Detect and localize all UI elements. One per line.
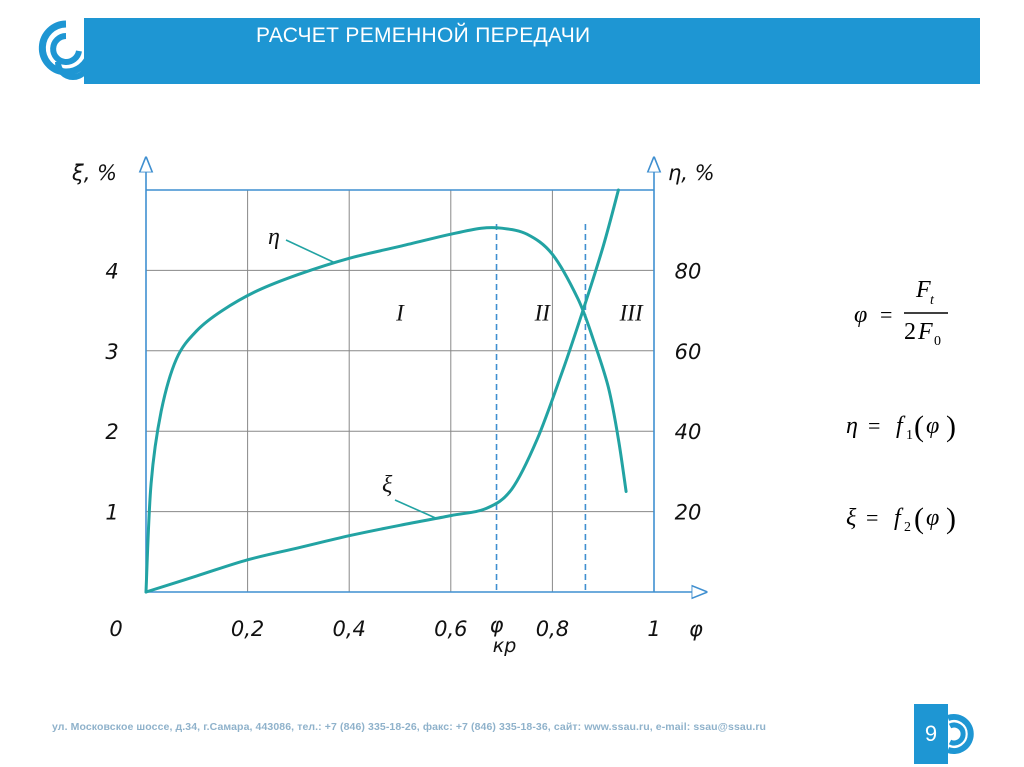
y-left-tick-label: 1 (105, 500, 119, 525)
formula-numerator-sub: t (930, 293, 934, 308)
footer-logo (944, 704, 984, 764)
formula-func-sub: 2 (904, 520, 911, 535)
x-tick-label: 0,6 (434, 617, 468, 641)
formula-equals: = (866, 505, 879, 530)
y-right-tick-label: 20 (674, 500, 702, 525)
formula-func: f (896, 413, 903, 439)
y-left-axis-label: ξ, % (72, 161, 118, 185)
formula-func: f (894, 505, 901, 531)
formula-phi (854, 277, 948, 349)
y-left-tick-label: 3 (105, 339, 119, 364)
y-right-axis-label: η, % (668, 161, 715, 185)
zone-label: III (619, 300, 643, 326)
zone-label: I (396, 300, 404, 326)
x-tick-label: 0 (109, 617, 123, 641)
formula-equals: = (868, 413, 881, 438)
formula-denominator-sub: 0 (934, 334, 941, 349)
critical-line-label: φ (489, 613, 504, 637)
formula-denominator: F (918, 319, 933, 345)
formula-paren-open: ( (914, 502, 924, 535)
zone-label: II (534, 300, 550, 326)
formula-phi-symbol: φ (854, 302, 868, 328)
x-tick-label: 0,8 (535, 617, 570, 641)
formula-eta (846, 410, 956, 443)
formula-eta-symbol: η (846, 413, 858, 439)
page-title: РАСЧЕТ РЕМЕННОЙ ПЕРЕДАЧИ (256, 24, 591, 47)
formula-denominator-coef: 2 (904, 319, 916, 345)
x-tick-label: 0,4 (332, 617, 366, 641)
formula-equals: = (880, 302, 893, 327)
x-tick-label: 0,2 (230, 617, 265, 641)
formula-numerator: F (916, 277, 931, 303)
formula-paren-open: ( (914, 410, 924, 443)
y-left-tick-label: 4 (105, 259, 119, 284)
formula-func-sub: 1 (906, 428, 913, 443)
formula-xi (846, 502, 956, 535)
y-right-tick-label: 80 (674, 259, 702, 284)
series-label-xi: ξ (382, 472, 393, 498)
series-label-eta: η (268, 224, 280, 250)
x-axis-label: φ (689, 617, 703, 641)
formula-paren-close: ) (946, 502, 956, 535)
x-tick-label: 1 (647, 617, 661, 641)
critical-line-sublabel: кр (492, 635, 517, 657)
footer-contacts: ул. Московское шоссе, д.34, г.Самара, 443086, тел.: +7 (846) 335-18-26, факс: +7 (846) 335-18-36, сайт: www.ssau.ru, e-mail: ssau@ssau.ru (52, 721, 767, 733)
formula-xi-symbol: ξ (846, 505, 857, 531)
y-right-tick-label: 60 (674, 339, 702, 364)
y-right-tick-label: 40 (674, 420, 702, 445)
page-number: 9 (914, 704, 948, 764)
y-left-tick-label: 2 (105, 420, 119, 445)
formula-paren-close: ) (946, 410, 956, 443)
formula-arg: φ (926, 413, 940, 439)
formula-arg: φ (926, 505, 940, 531)
